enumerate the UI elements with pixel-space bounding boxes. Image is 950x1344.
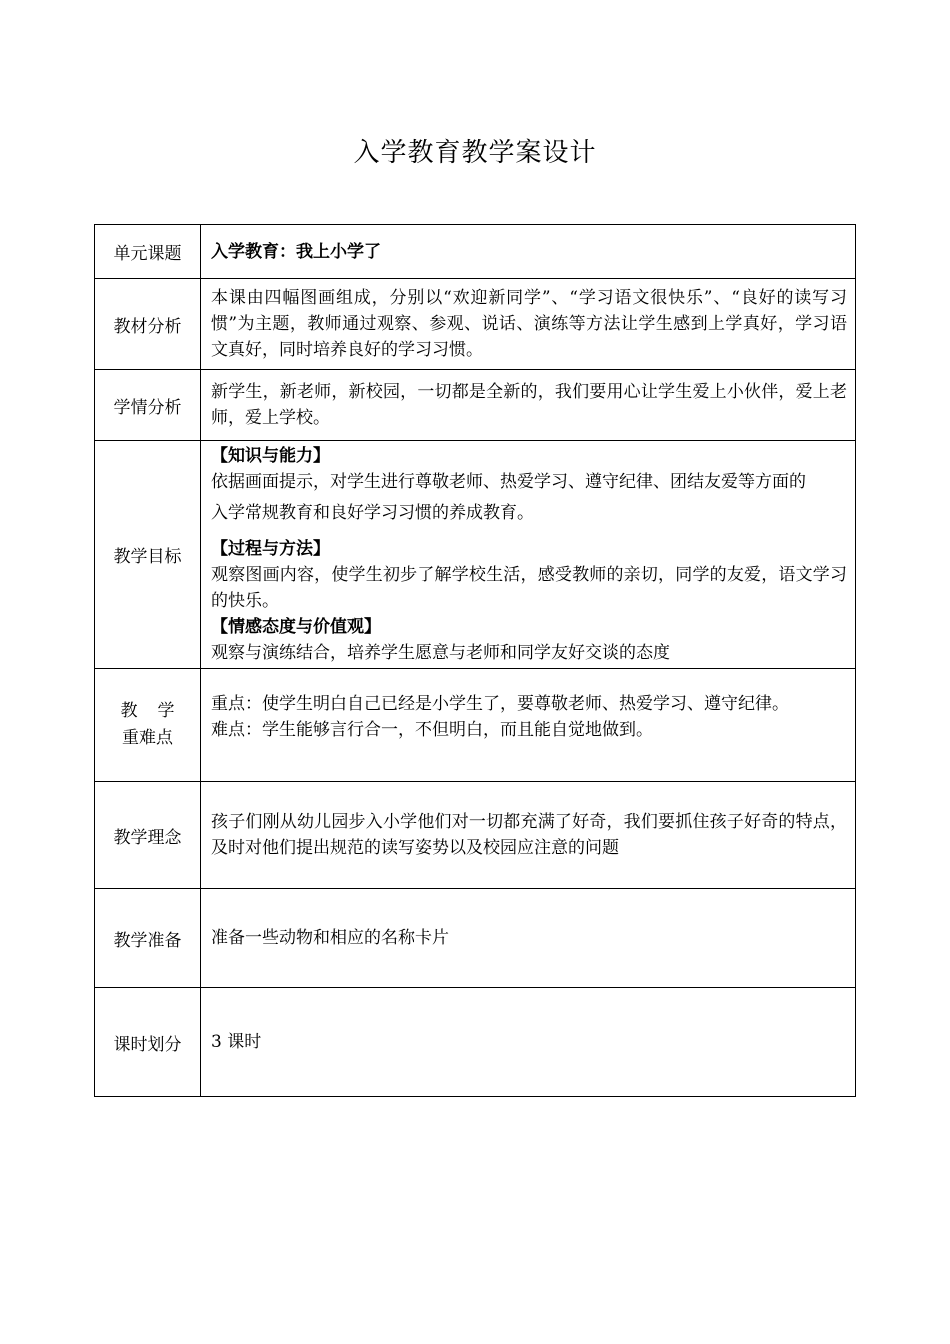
preparation-text: 准备一些动物和相应的名称卡片 <box>201 889 856 988</box>
unit-topic-label: 单元课题 <box>95 225 201 279</box>
row-key-points <box>95 669 856 782</box>
preparation-label: 教学准备 <box>95 889 201 988</box>
knowledge-line-2: 入学常规教育和良好学习习惯的养成教育。 <box>211 503 534 523</box>
page-title: 入学教育教学案设计 <box>353 138 597 168</box>
process-heading: 【过程与方法】 <box>211 539 330 559</box>
unit-topic-value: 入学教育：我上小学了 <box>201 225 856 279</box>
row-preparation <box>95 889 856 988</box>
material-analysis-label: 教材分析 <box>95 279 201 370</box>
philosophy-text: 孩子们刚从幼儿园步入小学他们对一切都充满了好奇，我们要抓住孩子好奇的特点，及时对他们提出规范的读写姿势以及校园应注意的问题 <box>201 782 856 889</box>
difficulty-text: 难点：学生能够言行合一，不但明白，而且能自觉地做到。 <box>211 720 653 740</box>
process-text: 观察图画内容，使学生初步了解学校生活，感受教师的亲切，同学的友爱，语文学习的快乐。 <box>211 565 847 611</box>
lesson-plan-table <box>94 224 856 1097</box>
key-points-content <box>201 669 856 782</box>
objectives-label: 教学目标 <box>95 441 201 669</box>
attitude-text: 观察与演练结合，培养学生愿意与老师和同学友好交谈的态度 <box>211 643 670 663</box>
schedule-label: 课时划分 <box>95 988 201 1097</box>
objectives-content <box>201 441 856 669</box>
learner-analysis-label: 学情分析 <box>95 370 201 441</box>
learner-analysis-text: 新学生，新老师，新校园，一切都是全新的，我们要用心让学生爱上小伙伴，爱上老师，爱上学校。 <box>201 370 856 441</box>
row-philosophy <box>95 782 856 889</box>
row-unit-topic <box>95 225 856 279</box>
key-points-label-line-2: 重难点 <box>122 728 173 748</box>
material-analysis-text: 本课由四幅图画组成，分别以“欢迎新同学”、“学习语文很快乐”、“良好的读写习惯”为主题，教师通过观察、参观、说话、演练等方法让学生感到上学真好，学习语文真好，同时培养良好的学习习惯。 <box>201 279 856 370</box>
row-schedule <box>95 988 856 1097</box>
row-material-analysis <box>95 279 856 370</box>
key-points-label-line-1: 教学 <box>120 701 195 721</box>
knowledge-heading: 【知识与能力】 <box>211 446 330 466</box>
row-learner-analysis <box>95 370 856 441</box>
philosophy-label: 教学理念 <box>95 782 201 889</box>
row-objectives <box>95 441 856 669</box>
attitude-heading: 【情感态度与价值观】 <box>211 617 381 637</box>
schedule-text: 3 课时 <box>201 988 856 1097</box>
key-points-label <box>95 669 201 782</box>
knowledge-line-1: 依据画面提示，对学生进行尊敬老师、热爱学习、遵守纪律、团结友爱等方面的 <box>211 472 806 492</box>
key-point-text: 重点：使学生明白自己已经是小学生了，要尊敬老师、热爱学习、遵守纪律。 <box>211 694 789 714</box>
